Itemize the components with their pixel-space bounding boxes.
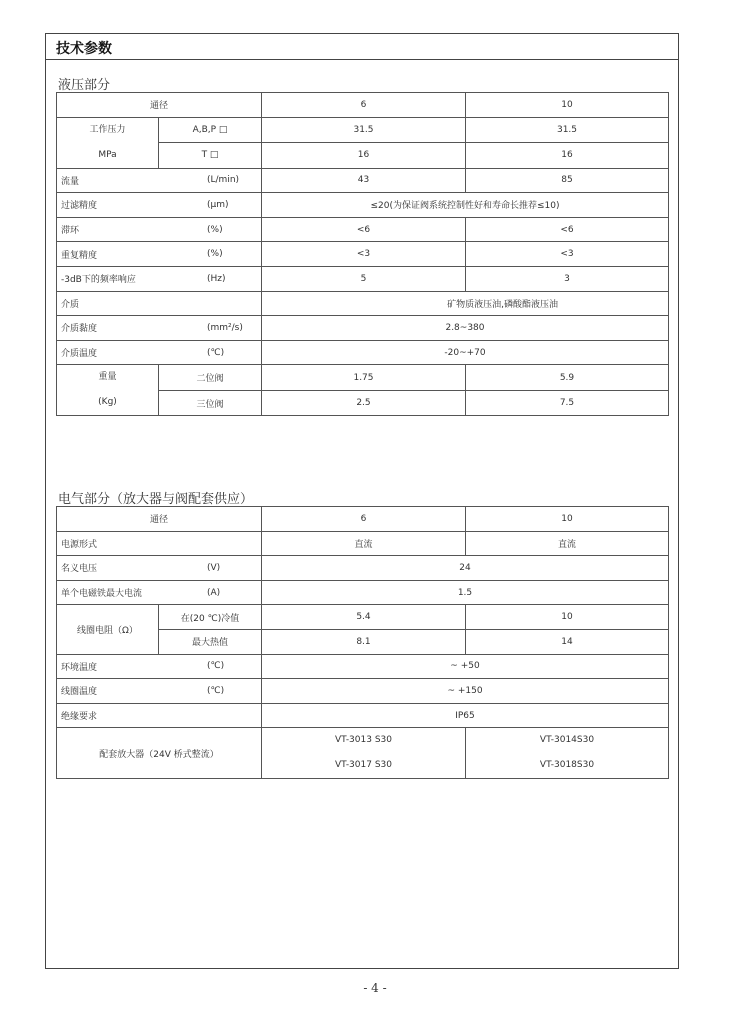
ambient-value: ~ +50 <box>262 654 669 679</box>
size-6: 6 <box>262 93 466 118</box>
table-row <box>57 507 669 532</box>
table-row <box>57 242 669 267</box>
ambient-unit: (℃) <box>207 661 225 672</box>
voltage-value: 24 <box>262 556 669 581</box>
temp-label-cell <box>57 340 262 365</box>
size-label: 通径 <box>57 93 262 118</box>
amplifier-6-a: VT-3013 S30 <box>334 735 392 746</box>
flow-10: 85 <box>466 168 669 193</box>
pressure-t-6: 16 <box>262 143 466 169</box>
amplifier-10-a: VT-3014S30 <box>539 735 595 746</box>
repeat-label: 重复精度 <box>61 250 98 261</box>
hot-10: 14 <box>466 629 669 654</box>
current-label: 单个电磁铁最大电流 <box>61 589 143 600</box>
hysteresis-unit: (%) <box>207 224 223 235</box>
voltage-label-cell <box>57 556 262 581</box>
weight-label: 重量 <box>98 372 117 383</box>
flow-label: 流量 <box>61 176 80 187</box>
port-abp-label: A,B,P □ <box>159 117 262 143</box>
pressure-unit: MPa <box>98 149 117 160</box>
medium-value: 矿物质液压油,磷酸酯液压油 <box>262 291 669 316</box>
table-row <box>57 605 669 630</box>
pressure-abp-6: 31.5 <box>262 117 466 143</box>
table-row <box>57 679 669 704</box>
table-row <box>57 703 669 728</box>
insulation-value: IP65 <box>262 703 669 728</box>
viscosity-label: 介质黏度 <box>61 324 98 335</box>
freq-label: -3dB下的频率响应 <box>61 275 136 286</box>
power-10: 直流 <box>466 531 669 556</box>
table-row <box>57 266 669 291</box>
size-10: 10 <box>466 507 669 532</box>
amplifier-10-cell <box>466 728 669 779</box>
weight-two-10: 5.9 <box>466 365 669 391</box>
electrical-section-heading: 电气部分（放大器与阀配套供应） <box>58 492 254 507</box>
weight-label-cell <box>57 365 159 416</box>
table-row <box>57 193 669 218</box>
filter-unit: (μm) <box>207 199 229 210</box>
table-row <box>57 728 669 779</box>
amplifier-label: 配套放大器（24V 桥式整流） <box>57 728 262 779</box>
size-6: 6 <box>262 507 466 532</box>
flow-label-cell <box>57 168 262 193</box>
temp-label: 介质温度 <box>61 349 98 360</box>
page-title: 技术参数 <box>56 41 112 57</box>
viscosity-unit: (mm²/s) <box>207 322 243 333</box>
freq-6: 5 <box>262 266 466 291</box>
coil-temp-value: ~ +150 <box>262 679 669 704</box>
weight-two-6: 1.75 <box>262 365 466 391</box>
table-row <box>57 365 669 391</box>
voltage-unit: (V) <box>207 562 221 573</box>
table-row <box>57 117 669 143</box>
weight-three-10: 7.5 <box>466 390 669 416</box>
hysteresis-label: 滞环 <box>61 226 80 237</box>
power-label: 电源形式 <box>57 531 262 556</box>
table-row <box>57 340 669 365</box>
current-value: 1.5 <box>262 580 669 605</box>
voltage-label: 名义电压 <box>61 564 98 575</box>
port-t-label: T □ <box>159 143 262 169</box>
electrical-spec-table <box>56 506 669 779</box>
coil-resistance-label: 线圈电阻（Ω） <box>57 605 159 654</box>
repeat-6: <3 <box>262 242 466 267</box>
ambient-label: 环境温度 <box>61 662 98 673</box>
three-position-label: 三位阀 <box>159 390 262 416</box>
freq-unit: (Hz) <box>207 273 226 284</box>
table-row <box>57 556 669 581</box>
ambient-label-cell <box>57 654 262 679</box>
power-6: 直流 <box>262 531 466 556</box>
weight-unit: (Kg) <box>98 397 117 408</box>
amplifier-6-cell <box>262 728 466 779</box>
repeat-unit: (%) <box>207 249 223 260</box>
viscosity-value: 2.8~380 <box>262 316 669 341</box>
filter-label: 过滤精度 <box>61 201 98 212</box>
pressure-abp-10: 31.5 <box>466 117 669 143</box>
page-number: - 4 - <box>363 981 387 995</box>
table-row <box>57 654 669 679</box>
table-row <box>57 316 669 341</box>
viscosity-label-cell <box>57 316 262 341</box>
hysteresis-6: <6 <box>262 217 466 242</box>
cold-6: 5.4 <box>262 605 466 630</box>
coil-temp-unit: (℃) <box>207 685 225 696</box>
temp-value: -20~+70 <box>262 340 669 365</box>
hysteresis-10: <6 <box>466 217 669 242</box>
cold-10: 10 <box>466 605 669 630</box>
hysteresis-label-cell <box>57 217 262 242</box>
hydraulic-spec-table <box>56 92 669 416</box>
freq-label-cell <box>57 266 262 291</box>
flow-6: 43 <box>262 168 466 193</box>
table-row <box>57 217 669 242</box>
freq-10: 3 <box>466 266 669 291</box>
hydraulic-section-heading: 液压部分 <box>58 78 111 93</box>
repeat-10: <3 <box>466 242 669 267</box>
current-unit: (A) <box>207 587 221 598</box>
temp-unit: (℃) <box>207 347 225 358</box>
two-position-label: 二位阀 <box>159 365 262 391</box>
title-divider <box>46 59 678 60</box>
size-10: 10 <box>466 93 669 118</box>
pressure-t-10: 16 <box>466 143 669 169</box>
coil-temp-label-cell <box>57 679 262 704</box>
pressure-label-cell <box>57 117 159 168</box>
page-frame <box>45 33 679 969</box>
pressure-label: 工作压力 <box>89 124 126 135</box>
table-row <box>57 531 669 556</box>
weight-three-6: 2.5 <box>262 390 466 416</box>
amplifier-10-b: VT-3018S30 <box>539 760 595 771</box>
hot-6: 8.1 <box>262 629 466 654</box>
cold-label: 在(20 ℃)冷值 <box>159 605 262 630</box>
filter-label-cell <box>57 193 262 218</box>
hot-label: 最大热值 <box>159 629 262 654</box>
table-row <box>57 580 669 605</box>
filter-value: ≤20(为保证阀系统控制性好和寿命长推荐≤10) <box>262 193 669 218</box>
amplifier-6-b: VT-3017 S30 <box>334 760 392 771</box>
table-row <box>57 291 669 316</box>
flow-unit: (L/min) <box>207 175 240 186</box>
current-label-cell <box>57 580 262 605</box>
insulation-label: 绝缘要求 <box>57 703 262 728</box>
medium-label: 介质 <box>57 291 262 316</box>
table-row <box>57 168 669 193</box>
size-label: 通径 <box>57 507 262 532</box>
repeat-label-cell <box>57 242 262 267</box>
coil-temp-label: 线圈温度 <box>61 687 98 698</box>
table-row <box>57 93 669 118</box>
